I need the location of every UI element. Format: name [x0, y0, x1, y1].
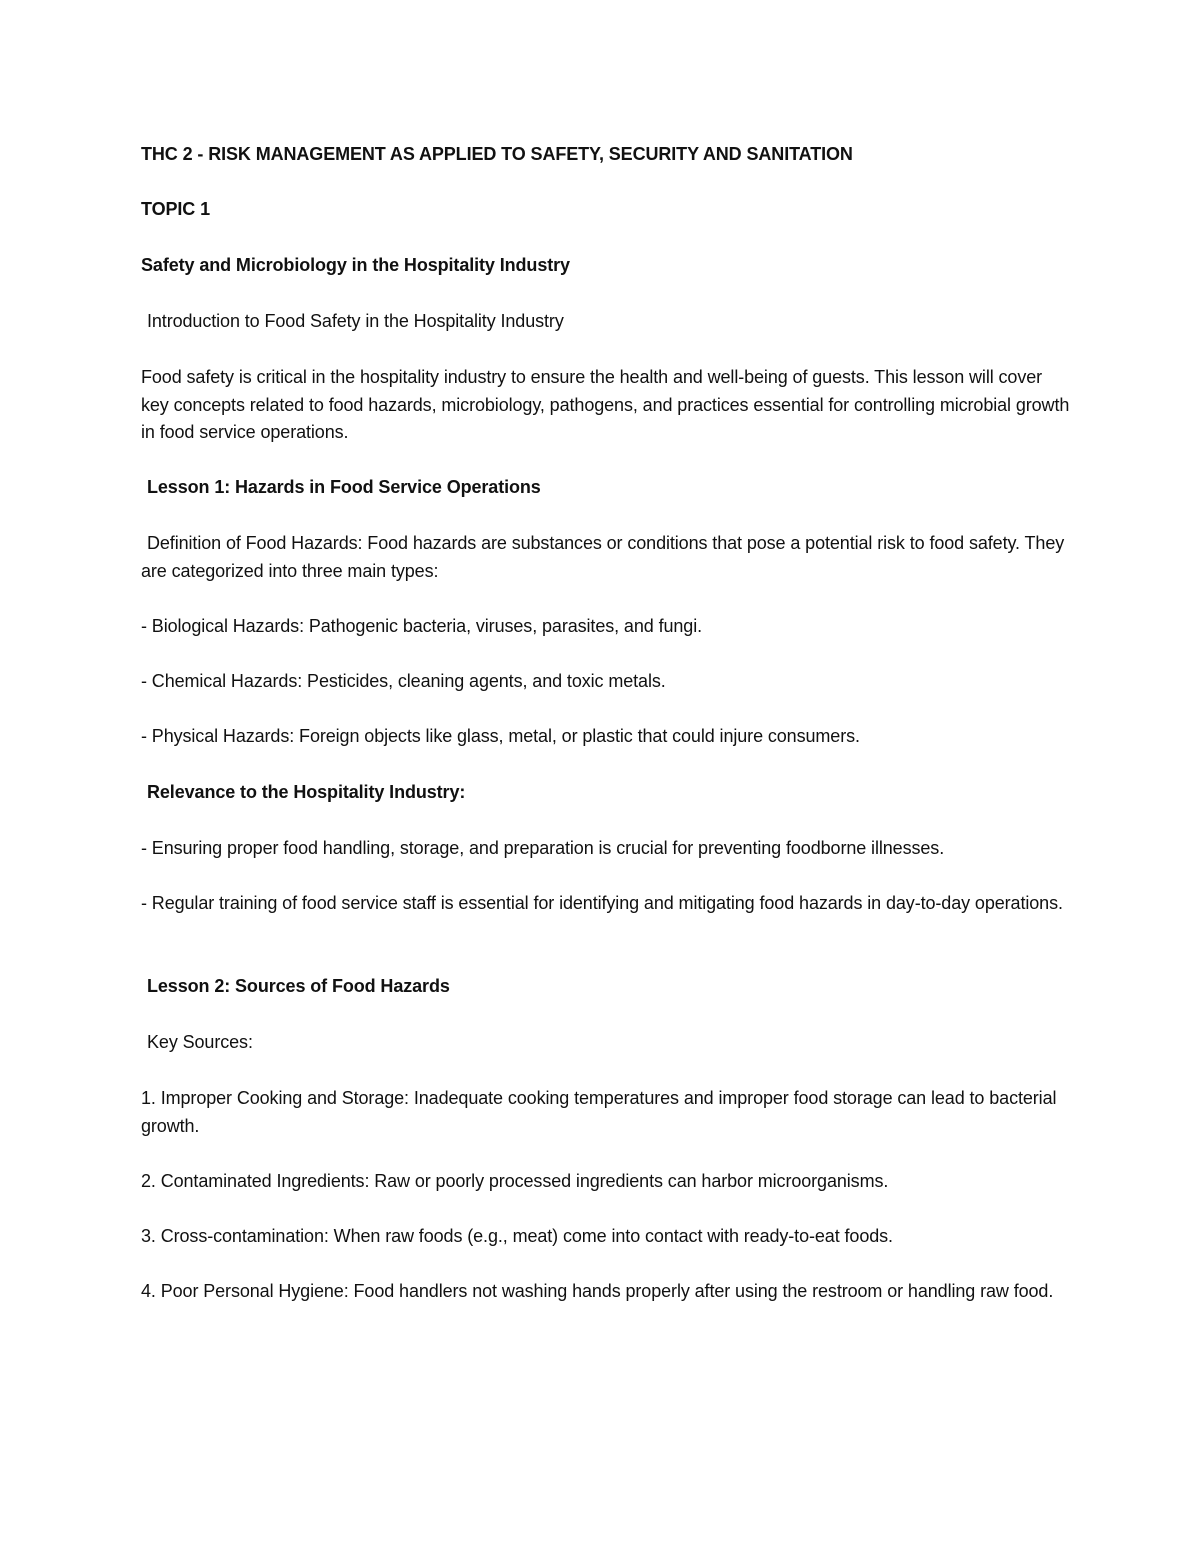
hazard-item-chemical: - Chemical Hazards: Pesticides, cleaning agents, and toxic metals. [141, 671, 666, 691]
topic-title: Safety and Microbiology in the Hospitality Industry [141, 255, 570, 275]
relevance-heading: Relevance to the Hospitality Industry: [147, 782, 466, 802]
course-title: THC 2 - RISK MANAGEMENT AS APPLIED TO SAFETY, SECURITY AND SANITATION [141, 144, 853, 164]
hazard-item-physical: - Physical Hazards: Foreign objects like glass, metal, or plastic that could injure consumers. [141, 726, 860, 746]
lesson1-heading: Lesson 1: Hazards in Food Service Operations [147, 477, 541, 497]
source-item-hygiene: 4. Poor Personal Hygiene: Food handlers not washing hands properly after using the restroom or handling raw food. [141, 1281, 1054, 1301]
source-item-cooking-storage: 1. Improper Cooking and Storage: Inadequate cooking temperatures and improper food storage can lead to bacterial growth. [141, 1088, 1062, 1136]
hazard-item-biological: - Biological Hazards: Pathogenic bacteria, viruses, parasites, and fungi. [141, 616, 703, 636]
topic-label: TOPIC 1 [141, 199, 210, 219]
source-item-ingredients: 2. Contaminated Ingredients: Raw or poorly processed ingredients can harbor microorganisms. [141, 1171, 889, 1191]
lesson1-definition: Definition of Food Hazards: Food hazards are substances or conditions that pose a potential risk to food safety. They are categorized into three main types: [141, 533, 1070, 581]
intro-paragraph: Food safety is critical in the hospitality industry to ensure the health and well-being of guests. This lesson will cover key concepts related to food hazards, microbiology, pathogens, and practices essential for controlling microbial growth in food service operations. [141, 367, 1075, 442]
key-sources-label: Key Sources: [147, 1032, 253, 1052]
relevance-item-handling: - Ensuring proper food handling, storage, and preparation is crucial for preventing foodborne illnesses. [141, 838, 945, 858]
lesson2-heading: Lesson 2: Sources of Food Hazards [147, 976, 450, 996]
relevance-item-training: - Regular training of food service staff is essential for identifying and mitigating food hazards in day-to-day operations. [141, 893, 1063, 913]
intro-heading: Introduction to Food Safety in the Hospitality Industry [147, 311, 564, 331]
source-item-cross-contamination: 3. Cross-contamination: When raw foods (e.g., meat) come into contact with ready-to-eat foods. [141, 1226, 893, 1246]
